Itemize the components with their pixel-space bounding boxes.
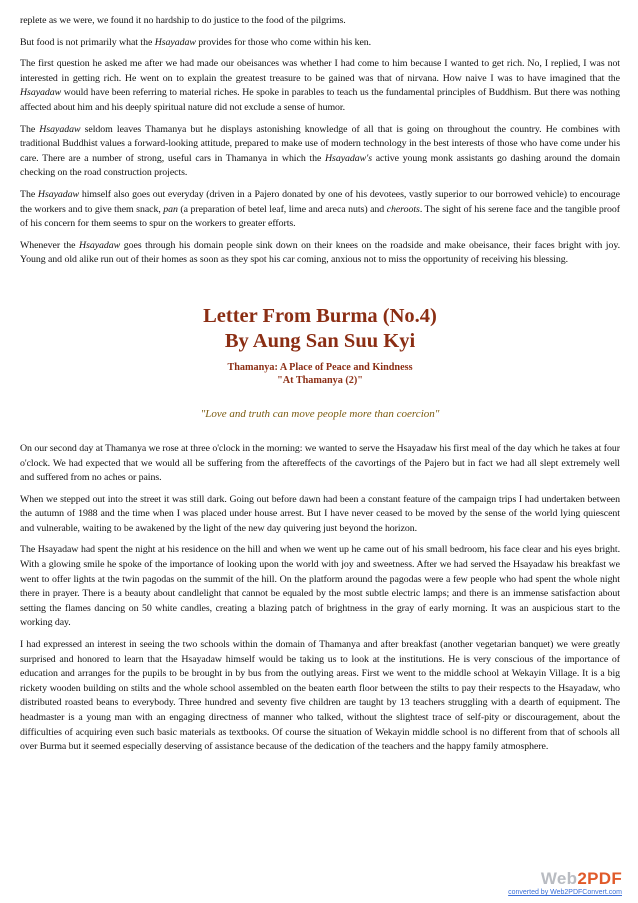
article-continuation bbox=[20, 14, 620, 268]
paragraph-text: seldom leaves Thamanya but he displays astonishing knowledge of all that is going on throughout the country. He combines with traditional Buddhist values a forward-looking attitude, prepared to make use of modern technology in the best interests of those who have come under his care. There are a number of strong, useful cars in Thamanya in which the bbox=[20, 123, 620, 164]
paragraph-text: provides for those who come within his ken. bbox=[195, 36, 372, 48]
article-part-label: "At Thamanya (2)" bbox=[277, 375, 363, 387]
paragraph bbox=[20, 239, 620, 268]
paragraph bbox=[20, 442, 620, 486]
italic-text: Hsayadaw bbox=[20, 87, 62, 99]
paragraph-text: The Hsayadaw had spent the night at his residence on the hill and when we went up he came out of his small bedroom, his face clear and his eyes bright. With a glowing smile he spoke of the importance of looking upon the world with joy and sweetness. After we had served the Hsayadaw his breakfast we went to offer lights at the twin pagodas on the summit of the hill. On the platform around the pagodas were a few people who had spent the whole night there in prayer. There is a beauty about candlelight that cannot be equaled by the most subtle electric lamps; and there is an immense satisfaction about setting the flames dancing on 50 white candles, creating a blazing patch of brightness in the gray of early morning. It was an auspicious start to the working day. bbox=[20, 544, 620, 629]
paragraph bbox=[20, 36, 620, 51]
paragraph bbox=[20, 57, 620, 115]
paragraph-text: I had expressed an interest in seeing the two schools within the domain of Thamanya and after breakfast (another vegetarian banquet) we were greatly surprised and honored to learn that the Hsayadaw himself would be taking us to look at the institutions. He is very conscious of the importance of education and arranges for the pupils to be brought in by bus from the outlying areas. First we went to the middle school at Wekayin Village. It is a big rickety wooden building on stilts and the whole school assembled on the beaten earth floor between the stilts to pay their respects to the Hsayadaw, who distributed roasted beans to everybody. Three hundred and seventy five children are taught by 13 teachers struggling with a dearth of equipment. The headmaster is a young man with an engaging directness of manner who talked, without the slightest trace of self-pity or discouragement, about the difficulties of acquiring even such basic materials as textbooks. Of course the situation of Wekayin middle school is no different from that of schools all over Burma but it seemed especially deserving of assistance because of the dedication of the teachers and the happy family atmosphere. bbox=[20, 639, 620, 753]
paragraph-text: Whenever the bbox=[20, 239, 80, 251]
italic-text: Hsayadaw's bbox=[324, 152, 372, 164]
paragraph bbox=[20, 123, 620, 181]
paragraph-text: The bbox=[20, 188, 38, 200]
article-byline: By Aung San Suu Kyi bbox=[224, 329, 416, 352]
paragraph-text: (a preparation of betel leaf, lime and areca nuts) and bbox=[177, 203, 387, 215]
paragraph bbox=[20, 14, 620, 29]
paragraph-text: . The sight of his serene face and the tangible proof of his concern for them seems to spur on the workers to greater efforts. bbox=[20, 203, 621, 230]
italic-text: Hsayadaw bbox=[79, 239, 121, 251]
paragraph bbox=[20, 638, 620, 755]
paragraph-text: would have been referring to material riches. He spoke in parables to teach us the fundamental principles of Buddhism. But there was nothing affected about him and his deeply spiritual nature did not exclude a sense of humor. bbox=[20, 87, 620, 113]
paragraph-text: replete as we were, we found it no hardship to do justice to the food of the pilgrims. bbox=[20, 15, 346, 26]
article-body bbox=[20, 442, 620, 755]
logo-text-main: Web bbox=[540, 869, 578, 888]
converter-watermark bbox=[508, 870, 622, 897]
converted-by-link[interactable]: converted by Web2PDFConvert.com bbox=[508, 889, 622, 896]
paragraph bbox=[20, 543, 620, 631]
italic-text: Hsayadaw bbox=[154, 36, 196, 48]
article-header bbox=[20, 304, 620, 420]
italic-text: pan bbox=[163, 203, 178, 215]
pull-quote: "Love and truth can move people more than coercion" bbox=[200, 407, 440, 420]
paragraph-text: himself also goes out everyday (driven in a Pajero donated by one of his devotees, vastly superior to our borrowed vehicle) to encourage the workers and to give them snack, bbox=[20, 188, 620, 215]
italic-text: cheroots bbox=[386, 203, 420, 215]
paragraph bbox=[20, 188, 620, 232]
paragraph-text: active young monk assistants go dashing around the domain checking on the road construction projects. bbox=[20, 152, 620, 179]
paragraph bbox=[20, 493, 620, 537]
paragraph-text: The first question he asked me after we had made our obeisances was whether I had come to him because I wanted to get rich. No, I replied, I was not interested in getting rich. He went on to explain the greatest treasure to be gained was that of nirvana. How naive I was to have imagined that the bbox=[20, 58, 620, 84]
document-page bbox=[20, 14, 620, 762]
paragraph-text: But food is not primarily what the bbox=[20, 36, 155, 48]
article-title: Letter From Burma (No.4) bbox=[203, 304, 437, 327]
italic-text: Hsayadaw bbox=[39, 123, 81, 135]
paragraph-text: When we stepped out into the street it was still dark. Going out before dawn had been a constant feature of the campaign trips I had undertaken between the autumn of 1988 and the time when I was placed under house arrest. But I have never ceased to be moved by the sense of the world lying quiescent and vulnerable, waiting to be awakened by the light of the new day quivering just beyond the horizon. bbox=[20, 493, 620, 534]
paragraph-text: The bbox=[20, 123, 40, 135]
article-subtitle: Thamanya: A Place of Peace and Kindness bbox=[227, 361, 413, 373]
italic-text: Hsayadaw bbox=[37, 188, 80, 200]
logo-text-accent: 2PDF bbox=[577, 869, 622, 888]
web2pdf-logo bbox=[508, 870, 622, 888]
paragraph-text: On our second day at Thamanya we rose at three o'clock in the morning: we wanted to serve the Hsayadaw his first meal of the day which he takes at four o'clock. We had expected that we would all be suffering from the aftereffects of the cavortings of the Pajero but in fact we had all slept extremely well and suffered from no aches or pains. bbox=[20, 442, 620, 484]
paragraph-text: goes through his domain people sink down on their knees on the roadside and make obeisance, their faces bright with joy. Young and old alike run out of their homes as soon as they spot his car coming, anxious not to miss the opportunity of receiving his blessing. bbox=[20, 239, 620, 266]
